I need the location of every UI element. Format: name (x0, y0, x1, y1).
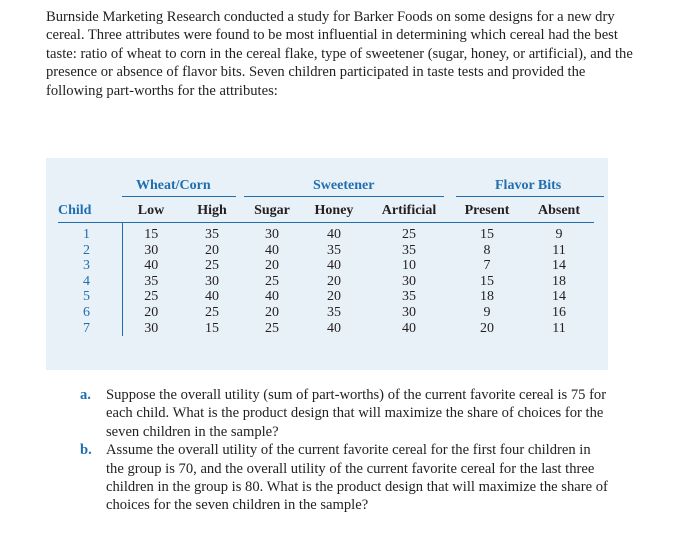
cell-sugar: 40 (265, 242, 279, 258)
cell-absent: 14 (552, 258, 566, 274)
cell-present: 20 (480, 320, 494, 336)
cell-absent: 11 (552, 320, 566, 336)
group-header-sweetener: Sweetener (313, 178, 375, 193)
column-header-absent: Absent (524, 200, 594, 223)
table-row (58, 243, 594, 259)
cell-low: 40 (144, 258, 159, 274)
table-row (58, 223, 594, 243)
group-rule-wheat-corn (122, 196, 236, 197)
cell-high: 40 (205, 289, 219, 305)
child-number: 4 (58, 274, 122, 290)
column-header-present: Present (450, 200, 524, 223)
column-header-artificial: Artificial (368, 200, 450, 223)
column-header-child: Child (58, 200, 122, 223)
column-header-high: High (180, 200, 244, 223)
table-row (58, 258, 594, 274)
column-header-low: Low (122, 200, 180, 223)
cell-absent: 11 (552, 242, 566, 258)
cell-honey: 20 (327, 289, 341, 305)
question-letter: b. (80, 442, 92, 459)
cell-high: 25 (205, 258, 219, 274)
column-header-sugar: Sugar (244, 200, 300, 223)
child-number: 7 (58, 321, 122, 337)
cell-absent: 18 (552, 273, 566, 289)
cell-sugar: 20 (265, 258, 279, 274)
child-number: 6 (58, 305, 122, 321)
cell-present: 15 (480, 273, 494, 289)
table-row (58, 305, 594, 321)
cell-present: 7 (483, 258, 491, 274)
cell-present: 15 (480, 227, 494, 242)
cell-absent: 14 (552, 289, 566, 305)
question-list (80, 386, 610, 515)
group-header-flavor-bits: Flavor Bits (495, 178, 562, 193)
cell-high: 20 (205, 242, 219, 258)
cell-low: 30 (144, 320, 159, 336)
cell-sugar: 40 (265, 289, 279, 305)
cell-artificial: 10 (402, 258, 416, 274)
cell-sugar: 20 (265, 304, 279, 320)
cell-low: 20 (144, 304, 159, 320)
question-item-b (80, 441, 610, 515)
cell-artificial: 35 (402, 242, 416, 258)
part-worths-table (58, 200, 594, 336)
cell-low: 15 (144, 227, 159, 242)
table-row (58, 321, 594, 337)
cell-high: 30 (205, 273, 219, 289)
cell-honey: 20 (327, 273, 341, 289)
cell-sugar: 25 (265, 320, 279, 336)
cell-artificial: 35 (402, 289, 416, 305)
problem-intro: Burnside Marketing Research conducted a study for Barker Foods on some designs for a new dry cereal. Three attributes were found to be most influential in determining which cereal had the best taste: ratio of wheat to corn in the cereal flake, type of sweetener (sugar, honey, or artificial), and the presence or absence of flavor bits. Seven children participated in taste tests and provided the following part-worths for the attributes: (46, 9, 633, 99)
cell-honey: 35 (327, 304, 341, 320)
question-letter: a. (80, 387, 91, 403)
cell-present: 8 (483, 242, 491, 258)
cell-sugar: 30 (265, 227, 279, 242)
group-rule-flavor-bits (456, 196, 604, 197)
cell-artificial: 40 (402, 320, 416, 336)
cell-absent: 16 (552, 304, 566, 320)
child-number: 5 (58, 289, 122, 305)
cell-absent: 9 (555, 227, 563, 242)
group-rule-sweetener (244, 196, 444, 197)
table-row (58, 274, 594, 290)
group-header-wheat-corn: Wheat/Corn (136, 178, 211, 193)
cell-present: 9 (483, 304, 491, 320)
cell-high: 35 (205, 227, 219, 242)
cell-high: 15 (205, 320, 219, 336)
question-text: Suppose the overall utility (sum of part-worths) of the current favorite cereal is 75 for each child. What is the product design that will maximize the share of choices for the seven children in the sample? (106, 387, 607, 440)
cell-honey: 40 (327, 227, 341, 242)
cell-sugar: 25 (265, 273, 279, 289)
cell-artificial: 30 (402, 304, 416, 320)
column-header-honey: Honey (300, 200, 368, 223)
child-number: 2 (58, 243, 122, 259)
child-number: 3 (58, 258, 122, 274)
cell-low: 25 (144, 289, 159, 305)
cell-artificial: 30 (402, 273, 416, 289)
cell-low: 35 (144, 273, 159, 289)
cell-high: 25 (205, 304, 219, 320)
table-header-row (58, 200, 594, 223)
cell-honey: 35 (327, 242, 341, 258)
cell-low: 30 (144, 242, 159, 258)
cell-present: 18 (480, 289, 494, 305)
question-item-a (80, 386, 610, 441)
table-row (58, 289, 594, 305)
cell-honey: 40 (327, 320, 341, 336)
cell-honey: 40 (327, 258, 341, 274)
question-text: Assume the overall utility of the current favorite cereal for the first four children in the group is 70, and the overall utility of the current favorite cereal for the last three children in the group is 80. What is the product design that will maximize the share of choices for the seven children in the sample? (106, 442, 608, 514)
cell-artificial: 25 (402, 227, 416, 242)
child-number: 1 (58, 223, 122, 243)
